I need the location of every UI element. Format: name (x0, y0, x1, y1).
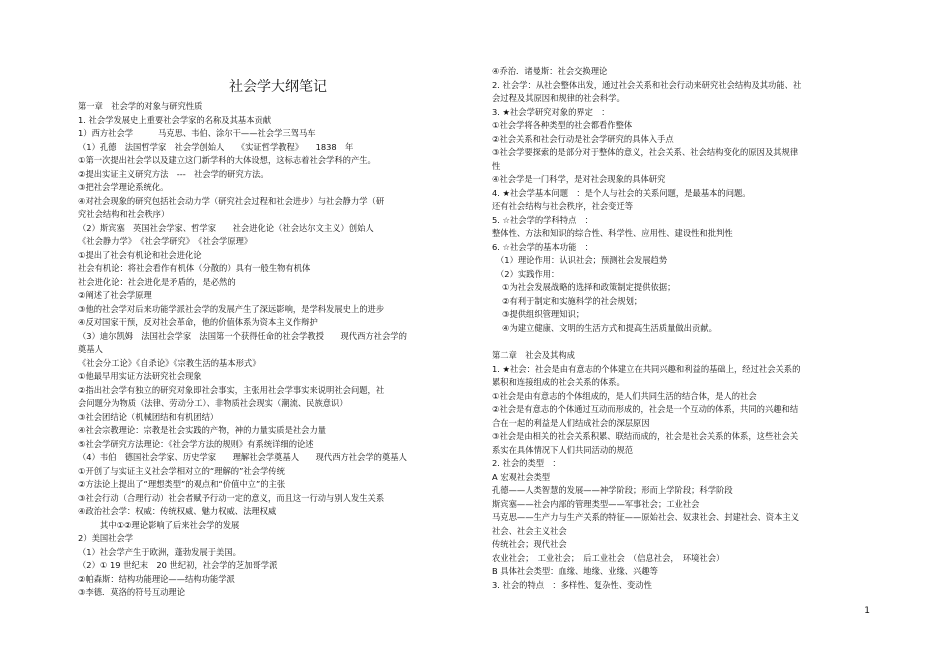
text-line: ④社会学是一门科学，是对社会现象的具体研究 (492, 174, 666, 184)
text-line: ①为社会发展战略的选择和政策制定提供依据； (502, 282, 676, 292)
text-line: （1）理论作用：认识社会；预测社会发展趋势 (496, 255, 668, 265)
text-line: ④为建立健康、文明的生活方式和提高生活质量做出贡献。 (502, 323, 717, 333)
text-line: 系实在具体情况下人们共同活动的规范 (492, 445, 634, 455)
text-line: ①开创了与实证主义社会学相对立的“理解的”社会学传统 (78, 466, 285, 476)
text-line: （2）① 19 世纪末 20 世纪初，社会学的芝加哥学派 (78, 560, 278, 570)
text-line: ③社会学要探索的是部分对于整体的意义，社会关系、社会结构变化的原因及其规律 (492, 147, 799, 157)
text-line: 性 (492, 161, 501, 171)
text-line: 3. 社会的特点 ：多样性、复杂性、变动性 (492, 580, 652, 590)
text-line: 社会有机论：将社会看作有机体（分散的）具有一般生物有机体 (78, 263, 311, 273)
text-line: ①提出了社会有机论和社会进化论 (78, 250, 202, 260)
text-line: 2. 社会的类型 ： (492, 458, 561, 468)
text-line: ⑤社会学研究方法理论：《社会学方法的规则》有系统详细的论述 (78, 439, 314, 449)
text-line: 传统社会；现代社会 (492, 539, 567, 549)
text-line: 马克思——生产力与生产关系的特征——原始社会、奴隶社会、封建社会、资本主义 (492, 512, 799, 522)
text-line: ①社会学将各种类型的社会都看作整体 (492, 120, 633, 130)
text-line: 还有社会结构与社会秩序，社会变迁等 (492, 201, 634, 211)
text-line: ②社会关系和社会行动是社会学研究的具体入手点 (492, 134, 674, 144)
text-line: ①社会是由有意志的个体组成的，是人们共同生活的结合体，是人的社会 (492, 391, 757, 401)
text-line: 4. ★社会学基本问题 ：是个人与社会的关系问题，是最基本的问题。 (492, 188, 751, 198)
text-line: ②有利于制定和实施科学的社会规划； (502, 296, 643, 306)
text-line: 其中①②理论影响了后来社会学的发展 (100, 520, 240, 530)
text-line: ④乔治．诸曼斯：社会交换理论 (492, 66, 608, 76)
text-line: （4）韦伯 德国社会学家、历史学家 理解社会学奠基人 现代西方社会学的奠基人 (78, 452, 407, 462)
text-line: ①他最早用实证方法研究社会现象 (78, 371, 202, 381)
text-line: 合在一起的利益是人们结成社会的深层原因 (492, 418, 650, 428)
text-line: 6. ☆社会学的基本功能 ： (492, 242, 593, 252)
text-line: ③社会团结论（机械团结和有机团结） (78, 412, 219, 422)
text-line: ④反对国家干预，反对社会革命，他的价值体系为资本主义作辩护 (78, 317, 318, 327)
text-line: 第二章 社会及其构成 (492, 350, 575, 360)
text-line: 斯宾塞——社会内部的管理类型——军事社会；工业社会 (492, 499, 700, 509)
text-line: 社会、社会主义社会 (492, 526, 567, 536)
page-number: 1 (864, 606, 870, 616)
text-line: 整体性、方法和知识的综合性、科学性、应用性、建设性和批判性 (492, 228, 733, 238)
text-line: 3. ★社会学研究对象的界定 ： (492, 107, 610, 117)
text-line: （2）斯宾塞 英国社会学家、哲学家 社会进化论（社会达尔文主义）创始人 (78, 223, 374, 233)
text-line: 2. 社会学：从社会整体出发，通过社会关系和社会行动来研究社会结构及其功能、社 (492, 80, 802, 90)
text-line: 累积和连接组成的社会关系的体系。 (492, 377, 625, 387)
text-line: 1. ★社会：社会是由有意志的个体建立在共同兴趣和利益的基础上，经过社会关系的 (492, 364, 801, 374)
text-line: （2）实践作用： (496, 269, 560, 279)
text-line: ④对社会现象的研究包括社会动力学（研究社会过程和社会进步）与社会静力学（研 (78, 196, 385, 206)
text-line: ③社会行动（合理行动）社会者赋予行动一定的意义，而且这一行动与别人发生关系 (78, 493, 385, 503)
text-line: 5. ☆社会学的学科特点 ： (492, 215, 593, 225)
text-line: ④政治社会学：权威：传统权威、魅力权威、法理权威 (78, 506, 277, 516)
text-line: （3）迪尔凯姆 法国社会学家 法国第一个获得任命的社会学教授 现代西方社会学的 (78, 331, 407, 341)
text-line: （1）社会学产生于欧洲，蓬勃发展于美国。 (78, 547, 241, 557)
text-line: 社会进化论：社会进化是矛盾的，是必然的 (78, 277, 236, 287)
text-line: ③提供组织管理知识； (502, 309, 585, 319)
text-line: ①第一次提出社会学以及建立这门新学科的大体设想，这标志着社会学科的产生。 (78, 155, 376, 165)
text-line: ③他的社会学对后来功能学派社会学的发展产生了深远影响，是学科发展史上的进步 (78, 304, 385, 314)
text-line: 孔德——人类智慧的发展——神学阶段；形而上学阶段；科学阶段 (492, 485, 733, 495)
text-line: 会过程及其原因和规律的社会科学。 (492, 93, 625, 103)
text-line: 农业社会； 工业社会； 后工业社会 （信息社会， 环境社会） (492, 553, 725, 563)
text-line: ②指出社会学有独立的研究对象即社会事实，主张用社会学事实来说明社会问题，社 (78, 385, 385, 395)
text-line: ②社会是有意志的个体通过互动而形成的，社会是一个互动的体系，共同的兴趣和结 (492, 404, 799, 414)
text-line: 《社会静力学》 《社会学研究》 《社会学原理》 (78, 236, 253, 246)
text-line: 奠基人 (78, 344, 103, 354)
text-line: ④社会宗教理论：宗教是社会实践的产物，神的力量实质是社会力量 (78, 425, 327, 435)
text-line: ②提出实证主义研究方法 --- 社会学的研究方法。 (78, 169, 269, 179)
text-line: A 宏观社会类型 (492, 472, 551, 482)
text-line: 第一章 社会学的对象与研究性质 (78, 101, 203, 111)
text-line: 1. 社会学发展史上重要社会学家的名称及其基本贡献 (78, 115, 272, 125)
text-line: ②方法论上提出了“理想类型”的观点和“价值中立”的主张 (78, 479, 286, 489)
text-line: 《社会分工论》《自杀论》《宗教生活的基本形式》 (78, 358, 261, 368)
text-line: ③李德．莫洛的符号互动理论 (78, 587, 186, 597)
text-line: ②阐述了社会学原理 (78, 290, 152, 300)
text-line: 会问题分为物质（法律、劳动分工）、非物质社会现实（潮流、民族意识） (78, 398, 348, 408)
text-line: 究社会结构和社会秩序） (78, 209, 170, 219)
page-title: 社会学大纲笔记 (229, 79, 327, 95)
text-line: B 具体社会类型：血缘、地缘、业缘、兴趣等 (492, 566, 658, 576)
text-line: （1）孔德 法国哲学家 社会学创始人 《实证哲学教程》 1838 年 (78, 142, 354, 152)
text-line: ③把社会学理论系统化。 (78, 182, 169, 192)
text-line: ②帕森斯：结构功能理论——结构功能学派 (78, 574, 235, 584)
text-line: 1）西方社会学 马克思、韦伯、涂尔干——社会学三驾马车 (78, 128, 316, 138)
text-line: ③社会是由相关的社会关系积累、联结而成的，社会是社会关系的体系，这些社会关 (492, 431, 799, 441)
text-line: 2）美国社会学 (78, 533, 134, 543)
